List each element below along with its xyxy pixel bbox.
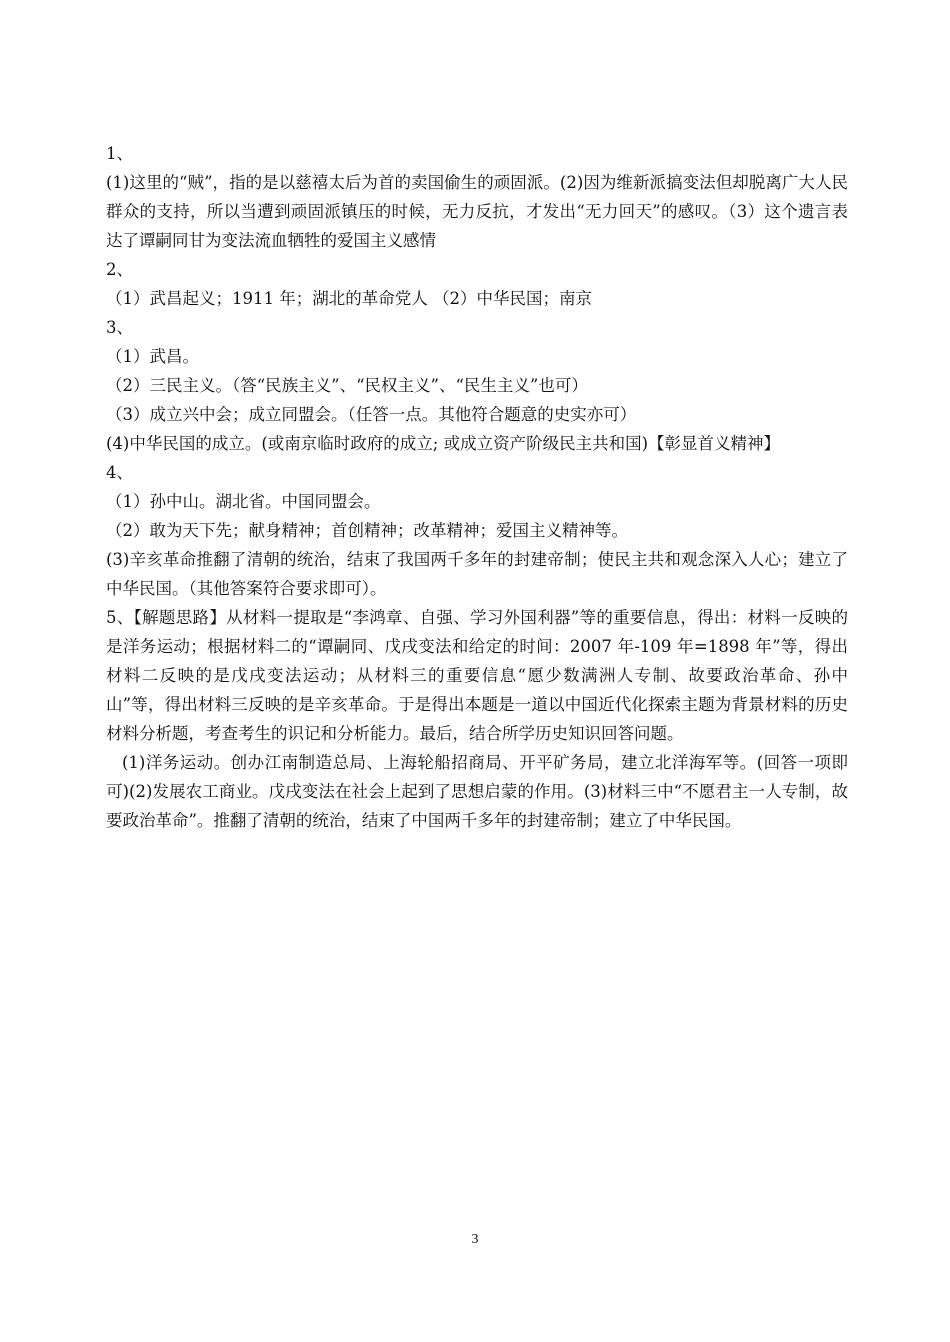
answer-content — [106, 139, 848, 835]
question-5-answer: (1)洋务运动。创办江南制造总局、上海轮船招商局、开平矿务局，建立北洋海军等。(回答一项即可)(2)发展农工商业。戊戌变法在社会上起到了思想启蒙的作用。(3)材料三中“不愿君主一人专制，故要政治革命”。推翻了清朝的统治，结束了中国两千多年的封建帝制；建立了中华民国。 — [106, 753, 848, 830]
question-1-answer: (1)这里的“贼”，指的是以慈禧太后为首的卖国偷生的顽固派。(2)因为维新派搞变法但却脱离广大人民群众的支持，所以当遭到顽固派镇压的时候，无力反抗，才发出“无力回天”的感叹。（3）这个遗言表达了谭嗣同甘为变法流血牺牲的爱国主义感情 — [106, 173, 848, 250]
question-3-item-1: （1）武昌。 — [106, 347, 199, 366]
question-3-label: 3、 — [106, 318, 133, 337]
question-5-approach: 5、【解题思路】从材料一提取是“李鸿章、自强、学习外国利器”等的重要信息，得出：材料一反映的是洋务运动；根据材料二的“谭嗣同、戊戌变法和给定的时间：2007 年-109 年=1898 年”等，得出材料二反映的是戊戌变法运动；从材料三的重要信息“愿少数满洲人专制、故要政治革命、孙中山”等，得出材料三反映的是辛亥革命。于是得出本题是一道以中国近代化探索主题为背景材料的历史材料分析题，考查考生的识记和分析能力。最后，结合所学历史知识回答问题。 — [106, 608, 848, 743]
question-4-item-3: (3)辛亥革命推翻了清朝的统治，结束了我国两千多年的封建帝制；使民主共和观念深入人心；建立了中华民国。（其他答案符合要求即可）。 — [106, 550, 848, 598]
question-2-answer: （1）武昌起义；1911 年；湖北的革命党人 （2）中华民国；南京 — [106, 289, 592, 308]
question-4-item-1: （1）孙中山。湖北省。中国同盟会。 — [106, 492, 381, 511]
question-3-item-2: （2）三民主义。（答“民族主义”、“民权主义”、“民生主义”也可） — [106, 376, 588, 395]
question-3-item-3: （3）成立兴中会；成立同盟会。（任答一点。其他符合题意的史实亦可） — [106, 405, 637, 424]
question-2-label: 2、 — [106, 260, 133, 279]
question-3-item-4: (4)中华民国的成立。(或南京临时政府的成立; 或成立资产阶级民主共和国)【彰显首义精神】 — [106, 434, 781, 453]
question-1-label: 1、 — [106, 144, 133, 163]
question-4-item-2: （2）敢为天下先；献身精神；首创精神；改革精神；爱国主义精神等。 — [106, 521, 628, 540]
question-4-label: 4、 — [106, 463, 133, 482]
page-number: 3 — [471, 1232, 479, 1247]
